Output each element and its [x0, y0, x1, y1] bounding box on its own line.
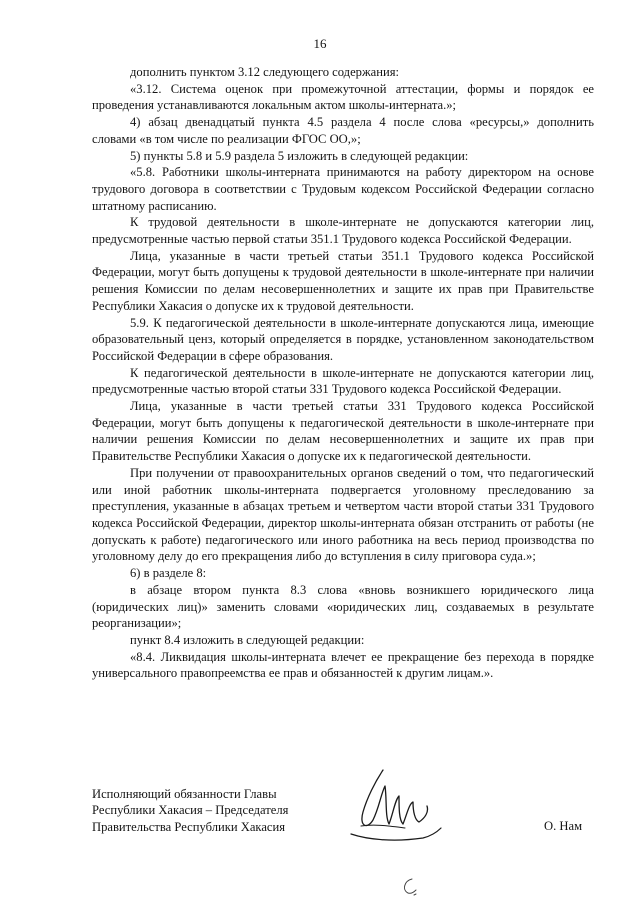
- signatory-title-line: Исполняющий обязанности Главы: [92, 787, 277, 801]
- paragraph: К педагогической деятельности в школе-интернате не допускаются категории лиц, предусмотренные частью второй статьи 331 Трудового кодекса Российской Федерации.: [92, 365, 594, 397]
- paragraph: Лица, указанные в части третьей статьи 331 Трудового кодекса Российской Федерации, могут быть допущены к педагогической деятельности в школе-интернате при наличии решения Комиссии по делам несовершеннолетних и защите их прав при Правительстве Республики Хакасия о допуске их к педагогической деятельности.: [92, 399, 594, 464]
- document-body: [92, 64, 594, 682]
- signatory-title-line: Правительства Республики Хакасия: [92, 819, 286, 834]
- signatory-title: [92, 786, 288, 835]
- paragraph: «8.4. Ликвидация школы-интерната влечет ее прекращение без перехода в порядке универсального правопреемства ее прав и обязанностей к другим лицам.».: [92, 649, 594, 681]
- paragraph: пункт 8.4 изложить в следующей редакции:: [130, 632, 365, 647]
- paragraph: Лица, указанные в части третьей статьи 351.1 Трудового кодекса Российской Федерации, могут быть допущены к трудовой деятельности в школе-интернате при наличии решения Комиссии по делам несовершеннолетних и защите их прав при Правительстве Республики Хакасия о допуске их к трудовой деятельности.: [92, 248, 594, 313]
- paragraph: «5.8. Работники школы-интерната принимаются на работу директором на основе трудового договора в соответствии с Трудовым кодексом Российской Федерации согласно штатному расписанию.: [92, 165, 594, 213]
- paragraph: «3.12. Система оценок при промежуточной аттестации, формы и порядок ее проведения устанавливаются локальным актом школы-интерната.»;: [92, 81, 594, 113]
- paragraph: При получении от правоохранительных органов сведений о том, что педагогический или иной работник школы-интерната подвергается уголовному преследованию за преступления, указанные в абзацах третьем и четвертом части второй статьи 331 Трудового кодекса Российской Федерации, директор школы-интерната обязан отстранить от работы (не допускать к работе) педагогического или иного работника на весь период производства по уголовному делу до его прекращения либо до вступления в силу приговора суда.»;: [92, 465, 594, 564]
- paragraph: К трудовой деятельности в школе-интернате не допускаются категории лиц, предусмотренные частью первой статьи 351.1 Трудового кодекса Российской Федерации.: [92, 215, 594, 247]
- paragraph: 6) в разделе 8:: [130, 566, 207, 581]
- paragraph: в абзаце втором пункта 8.3 слова «вновь возникшего юридического лица (юридических лиц)» заменить словами «юридических лиц, создаваемых в результате реорганизации»;: [92, 582, 594, 631]
- paragraph: 4) абзац двенадцатый пункта 4.5 раздела 4 после слова «ресурсы,» дополнить словами «в том числе по реализации ФГОС ОО,»;: [92, 115, 594, 146]
- paragraph: 5) пункты 5.8 и 5.9 раздела 5 изложить в следующей редакции:: [130, 148, 469, 163]
- signatory-title-line: Республики Хакасия – Председателя: [92, 803, 289, 818]
- margin-mark-icon: [398, 876, 422, 898]
- paragraph: 5.9. К педагогической деятельности в школе-интернате допускаются лица, имеющие образовательный ценз, который определяется в порядке, установленном законодательством Российской Федерации в сфере образования.: [92, 315, 594, 363]
- signer-name: О. Нам: [544, 819, 583, 833]
- paragraph: дополнить пунктом 3.12 следующего содержания:: [130, 65, 400, 79]
- page-number: 16: [313, 36, 327, 51]
- handwritten-signature: [345, 764, 445, 848]
